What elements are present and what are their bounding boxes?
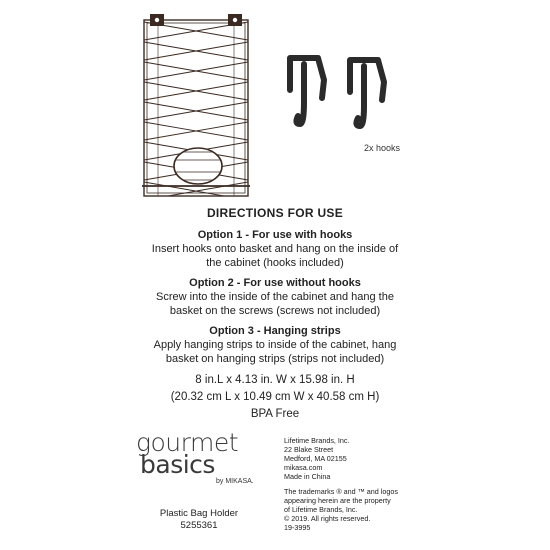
company-address [284, 436, 419, 481]
option-1-line-2: the cabinet (hooks included) [206, 257, 344, 269]
option-3-line-1: Apply hanging strips to inside of the cabinet, hang [153, 339, 397, 351]
dimensions-cm: (20.32 cm L x 10.49 cm W x 40.58 cm H) [170, 391, 380, 403]
copyright-line: © 2019. All rights reserved. [284, 514, 371, 523]
wire-basket-illustration [138, 10, 254, 200]
document-code: 19-3995 [284, 523, 311, 532]
country-of-origin: Made in China [284, 472, 331, 481]
directions-title: DIRECTIONS FOR USE [206, 206, 344, 220]
dimensions-specs [0, 372, 550, 423]
option-3-line-2: basket on hanging strips (strips not included) [165, 353, 385, 365]
option-3 [0, 324, 550, 366]
hooks-caption: 2x hooks [364, 143, 401, 153]
option-3-heading: Option 3 - Hanging strips [209, 325, 341, 337]
option-1 [0, 228, 550, 270]
brand-by-mikasa: by MIKASA. [216, 478, 254, 485]
option-2-heading: Option 2 - For use without hooks [189, 277, 361, 289]
brand-logo-line-2: basics [140, 450, 215, 479]
bpa-free-label: BPA Free [250, 408, 300, 420]
option-1-heading: Option 1 - For use with hooks [197, 229, 353, 241]
product-sku: 5255361 [180, 520, 218, 531]
address-line: Lifetime Brands, Inc. [284, 436, 350, 445]
option-2-line-1: Screw into the inside of the cabinet and hang the [156, 291, 394, 303]
trademark-notice [284, 487, 419, 532]
address-line: 22 Blake Street [284, 445, 334, 454]
notice-line: appearing herein are the property [284, 496, 391, 505]
product-name: Plastic Bag Holder [159, 508, 239, 519]
legal-info [284, 436, 419, 532]
notice-line: The trademarks ® and ™ and logos [284, 487, 398, 496]
brand-logo-line-1: gourmet [136, 428, 239, 457]
directions-section [0, 206, 550, 423]
notice-line: of Lifetime Brands, Inc. [284, 505, 358, 514]
address-line: Medford, MA 02155 [284, 454, 347, 463]
hooks-illustration [282, 50, 412, 140]
dimensions-inches: 8 in.L x 4.13 in. W x 15.98 in. H [195, 374, 355, 386]
option-2 [0, 276, 550, 318]
product-info [136, 508, 262, 532]
brand-logo [136, 428, 266, 485]
option-2-line-2: basket on the screws (screws not included) [169, 305, 381, 317]
website: mikasa.com [284, 463, 323, 472]
option-1-line-1: Insert hooks onto basket and hang on the inside of [151, 243, 399, 255]
